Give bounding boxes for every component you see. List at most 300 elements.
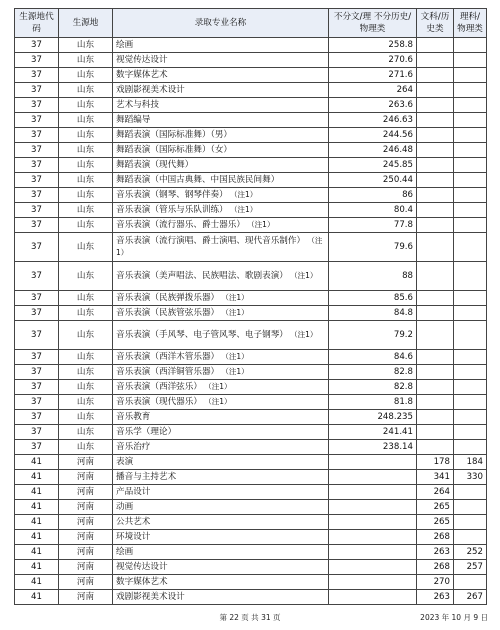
cell-wen	[417, 233, 454, 262]
cell-major	[113, 350, 329, 365]
cell-wen	[417, 38, 454, 53]
major-name: 音乐学（理论）	[116, 427, 177, 437]
major-name: 戏剧影视美术设计	[116, 592, 185, 602]
cell-major	[113, 113, 329, 128]
cell-code: 37	[15, 218, 59, 233]
cell-score: 241.41	[329, 425, 417, 440]
cell-code: 41	[15, 560, 59, 575]
cell-major	[113, 575, 329, 590]
cell-wen	[417, 262, 454, 291]
cell-major	[113, 470, 329, 485]
cell-province: 山东	[59, 68, 113, 83]
cell-code: 37	[15, 365, 59, 380]
cell-province: 山东	[59, 38, 113, 53]
cell-wen	[417, 53, 454, 68]
cell-wen: 263	[417, 590, 454, 605]
table-row	[15, 485, 487, 500]
cell-wen: 268	[417, 530, 454, 545]
cell-wen	[417, 218, 454, 233]
cell-province: 河南	[59, 545, 113, 560]
cell-code: 37	[15, 68, 59, 83]
cell-major	[113, 380, 329, 395]
cell-score	[329, 545, 417, 560]
cell-code: 37	[15, 410, 59, 425]
major-name: 视觉传达设计	[116, 55, 168, 65]
cell-province: 山东	[59, 291, 113, 306]
cell-code: 41	[15, 515, 59, 530]
table-row	[15, 365, 487, 380]
major-name: 播音与主持艺术	[116, 472, 177, 482]
cell-major	[113, 530, 329, 545]
cell-wen	[417, 188, 454, 203]
major-note: （注1）	[116, 236, 323, 257]
header-score: 不分文/理 不分历史/物理类	[329, 9, 417, 38]
table-row	[15, 158, 487, 173]
cell-major	[113, 143, 329, 158]
cell-wen	[417, 143, 454, 158]
table-body	[15, 38, 487, 605]
cell-major	[113, 410, 329, 425]
cell-province: 山东	[59, 306, 113, 321]
document-date: 2023 年 10 月 9 日	[420, 613, 488, 622]
cell-li	[454, 262, 487, 291]
cell-wen	[417, 291, 454, 306]
header-code: 生源地代码	[15, 9, 59, 38]
cell-score: 238.14	[329, 440, 417, 455]
major-note: （注1）	[225, 352, 249, 361]
cell-province: 山东	[59, 128, 113, 143]
cell-wen	[417, 380, 454, 395]
cell-score	[329, 530, 417, 545]
table-row	[15, 321, 487, 350]
cell-province: 河南	[59, 470, 113, 485]
cell-province: 河南	[59, 485, 113, 500]
cell-province: 河南	[59, 590, 113, 605]
cell-score: 79.6	[329, 233, 417, 262]
cell-score	[329, 455, 417, 470]
cell-major	[113, 128, 329, 143]
cell-wen: 265	[417, 500, 454, 515]
cell-li	[454, 395, 487, 410]
cell-wen: 265	[417, 515, 454, 530]
cell-code: 37	[15, 53, 59, 68]
cell-major	[113, 515, 329, 530]
cell-li	[454, 98, 487, 113]
major-name: 产品设计	[116, 487, 151, 497]
table-row	[15, 306, 487, 321]
cell-major	[113, 425, 329, 440]
cell-major	[113, 203, 329, 218]
cell-code: 41	[15, 470, 59, 485]
major-name: 数字媒体艺术	[116, 577, 168, 587]
major-note: （注1）	[250, 220, 275, 229]
table-row	[15, 500, 487, 515]
cell-wen	[417, 425, 454, 440]
cell-major	[113, 485, 329, 500]
major-note: （注1）	[233, 205, 258, 214]
cell-score: 82.8	[329, 365, 417, 380]
major-note: （注1）	[293, 330, 318, 339]
cell-li	[454, 306, 487, 321]
cell-wen: 264	[417, 485, 454, 500]
table-row	[15, 233, 487, 262]
cell-score: 246.48	[329, 143, 417, 158]
cell-li	[454, 188, 487, 203]
cell-code: 37	[15, 113, 59, 128]
cell-code: 37	[15, 321, 59, 350]
table-row	[15, 455, 487, 470]
cell-code: 41	[15, 455, 59, 470]
table-row	[15, 218, 487, 233]
cell-major	[113, 500, 329, 515]
cell-wen: 268	[417, 560, 454, 575]
cell-li	[454, 380, 487, 395]
major-name: 戏剧影视美术设计	[116, 85, 185, 95]
cell-score: 246.63	[329, 113, 417, 128]
table-row	[15, 291, 487, 306]
cell-wen	[417, 98, 454, 113]
cell-major	[113, 188, 329, 203]
table-row	[15, 113, 487, 128]
major-note: （注1）	[225, 293, 249, 302]
cell-code: 41	[15, 590, 59, 605]
cell-score: 250.44	[329, 173, 417, 188]
cell-score: 85.6	[329, 291, 417, 306]
cell-code: 41	[15, 485, 59, 500]
cell-code: 37	[15, 306, 59, 321]
cell-wen	[417, 395, 454, 410]
table-row	[15, 350, 487, 365]
cell-li	[454, 321, 487, 350]
cell-wen	[417, 203, 454, 218]
cell-code: 37	[15, 380, 59, 395]
cell-li: 184	[454, 455, 487, 470]
major-note: （注1）	[207, 382, 232, 391]
cell-score	[329, 590, 417, 605]
cell-li	[454, 83, 487, 98]
table-row	[15, 203, 487, 218]
header-li: 理科/物理类	[454, 9, 487, 38]
cell-li	[454, 530, 487, 545]
table-row	[15, 545, 487, 560]
cell-wen: 263	[417, 545, 454, 560]
cell-major	[113, 218, 329, 233]
cell-code: 37	[15, 173, 59, 188]
cell-li	[454, 203, 487, 218]
cell-code: 37	[15, 395, 59, 410]
table-row	[15, 38, 487, 53]
cell-score: 258.8	[329, 38, 417, 53]
cell-major	[113, 38, 329, 53]
cell-li	[454, 113, 487, 128]
cell-province: 山东	[59, 203, 113, 218]
cell-li	[454, 291, 487, 306]
table-row	[15, 188, 487, 203]
table-row	[15, 262, 487, 291]
major-name: 音乐表演（西洋木管乐器）	[116, 352, 220, 362]
cell-code: 41	[15, 500, 59, 515]
table-row	[15, 560, 487, 575]
cell-major	[113, 262, 329, 291]
cell-major	[113, 560, 329, 575]
cell-score	[329, 485, 417, 500]
header-province: 生源地	[59, 9, 113, 38]
cell-li	[454, 440, 487, 455]
header-major: 录取专业名称	[113, 9, 329, 38]
table-row	[15, 98, 487, 113]
cell-code: 37	[15, 233, 59, 262]
cell-li	[454, 233, 487, 262]
cell-code: 37	[15, 203, 59, 218]
cell-major	[113, 590, 329, 605]
cell-code: 37	[15, 440, 59, 455]
major-note: （注1）	[233, 190, 258, 199]
major-name: 音乐表演（西洋铜管乐器）	[116, 367, 220, 377]
cell-province: 山东	[59, 350, 113, 365]
table-row	[15, 590, 487, 605]
table-row	[15, 83, 487, 98]
cell-score: 77.8	[329, 218, 417, 233]
cell-li: 252	[454, 545, 487, 560]
table-row	[15, 173, 487, 188]
cell-province: 河南	[59, 515, 113, 530]
cell-wen	[417, 410, 454, 425]
table-row	[15, 143, 487, 158]
cell-code: 37	[15, 143, 59, 158]
cell-code: 37	[15, 262, 59, 291]
cell-code: 41	[15, 545, 59, 560]
major-note: （注1）	[293, 271, 318, 280]
cell-li	[454, 410, 487, 425]
cell-li	[454, 158, 487, 173]
cell-score	[329, 560, 417, 575]
table-header-row	[15, 9, 487, 38]
cell-major	[113, 233, 329, 262]
cell-province: 山东	[59, 98, 113, 113]
major-name: 环境设计	[116, 532, 151, 542]
cell-province: 河南	[59, 500, 113, 515]
cell-wen	[417, 128, 454, 143]
cell-province: 河南	[59, 560, 113, 575]
page-number: 第 22 页 共 31 页	[219, 613, 281, 622]
cell-province: 山东	[59, 143, 113, 158]
cell-li	[454, 53, 487, 68]
cell-code: 37	[15, 128, 59, 143]
cell-wen	[417, 365, 454, 380]
major-name: 音乐表演（现代器乐）	[116, 397, 202, 407]
cell-score: 263.6	[329, 98, 417, 113]
cell-score: 82.8	[329, 380, 417, 395]
table-row	[15, 53, 487, 68]
cell-score: 84.8	[329, 306, 417, 321]
major-name: 音乐表演（流行演唱、爵士演唱、现代音乐制作）	[116, 236, 306, 246]
cell-code: 41	[15, 575, 59, 590]
cell-score: 248.235	[329, 410, 417, 425]
major-name: 表演	[116, 457, 134, 467]
cell-li	[454, 68, 487, 83]
table-row	[15, 425, 487, 440]
table-row	[15, 395, 487, 410]
cell-wen	[417, 83, 454, 98]
cell-major	[113, 395, 329, 410]
cell-major	[113, 83, 329, 98]
cell-li: 330	[454, 470, 487, 485]
cell-score	[329, 500, 417, 515]
cell-province: 山东	[59, 158, 113, 173]
table-row	[15, 410, 487, 425]
table-row	[15, 128, 487, 143]
cell-score	[329, 470, 417, 485]
cell-code: 37	[15, 425, 59, 440]
cell-wen	[417, 68, 454, 83]
cell-li	[454, 128, 487, 143]
major-name: 音乐表演（民族弹拨乐器）	[116, 293, 220, 303]
major-name: 舞蹈表演（国际标准舞）（女）	[116, 145, 233, 155]
cell-major	[113, 158, 329, 173]
cell-major	[113, 321, 329, 350]
major-name: 动画	[116, 502, 134, 512]
major-note: （注1）	[207, 397, 232, 406]
cell-wen: 341	[417, 470, 454, 485]
cell-wen	[417, 350, 454, 365]
cell-li	[454, 515, 487, 530]
cell-province: 山东	[59, 440, 113, 455]
major-name: 艺术与科技	[116, 100, 159, 110]
cell-score: 270.6	[329, 53, 417, 68]
cell-wen	[417, 173, 454, 188]
cell-province: 河南	[59, 530, 113, 545]
major-name: 舞蹈表演（中国古典舞、中国民族民间舞）	[116, 175, 280, 185]
major-name: 数字媒体艺术	[116, 70, 168, 80]
cell-score: 88	[329, 262, 417, 291]
cell-score: 84.6	[329, 350, 417, 365]
admission-score-table	[14, 8, 487, 605]
cell-score: 271.6	[329, 68, 417, 83]
major-name: 音乐表演（流行器乐、爵士器乐）	[116, 220, 245, 230]
major-name: 舞蹈编导	[116, 115, 151, 125]
cell-major	[113, 68, 329, 83]
major-name: 公共艺术	[116, 517, 151, 527]
cell-province: 山东	[59, 410, 113, 425]
cell-score: 245.85	[329, 158, 417, 173]
cell-wen	[417, 306, 454, 321]
major-name: 舞蹈表演（国际标准舞）（男）	[116, 130, 233, 140]
cell-li	[454, 38, 487, 53]
table-row	[15, 440, 487, 455]
table-row	[15, 380, 487, 395]
cell-li	[454, 500, 487, 515]
cell-province: 山东	[59, 113, 113, 128]
cell-li	[454, 425, 487, 440]
cell-li	[454, 218, 487, 233]
table-row	[15, 515, 487, 530]
major-name: 音乐表演（管乐与乐队训练）	[116, 205, 228, 215]
cell-province: 山东	[59, 83, 113, 98]
cell-code: 37	[15, 291, 59, 306]
cell-score: 264	[329, 83, 417, 98]
cell-wen: 178	[417, 455, 454, 470]
cell-code: 37	[15, 158, 59, 173]
cell-major	[113, 365, 329, 380]
cell-code: 37	[15, 188, 59, 203]
cell-major	[113, 173, 329, 188]
cell-wen	[417, 321, 454, 350]
cell-major	[113, 306, 329, 321]
table-row	[15, 575, 487, 590]
cell-li: 257	[454, 560, 487, 575]
cell-li	[454, 350, 487, 365]
major-name: 音乐表演（西洋弦乐）	[116, 382, 202, 392]
cell-province: 河南	[59, 575, 113, 590]
cell-score: 86	[329, 188, 417, 203]
major-note: （注1）	[225, 367, 249, 376]
major-name: 绘画	[116, 40, 134, 50]
major-note: （注1）	[225, 308, 249, 317]
major-name: 音乐治疗	[116, 442, 151, 452]
cell-wen	[417, 440, 454, 455]
cell-code: 37	[15, 98, 59, 113]
cell-li	[454, 143, 487, 158]
cell-major	[113, 440, 329, 455]
major-name: 音乐表演（手风琴、电子管风琴、电子钢琴）	[116, 330, 288, 340]
cell-province: 山东	[59, 321, 113, 350]
major-name: 视觉传达设计	[116, 562, 168, 572]
cell-code: 37	[15, 38, 59, 53]
cell-province: 山东	[59, 395, 113, 410]
cell-province: 山东	[59, 173, 113, 188]
header-wen: 文科/历史类	[417, 9, 454, 38]
cell-wen	[417, 158, 454, 173]
cell-code: 41	[15, 530, 59, 545]
cell-major	[113, 291, 329, 306]
cell-major	[113, 98, 329, 113]
major-name: 绘画	[116, 547, 134, 557]
cell-major	[113, 53, 329, 68]
table-row	[15, 68, 487, 83]
cell-score: 244.56	[329, 128, 417, 143]
cell-province: 山东	[59, 365, 113, 380]
cell-code: 37	[15, 83, 59, 98]
major-name: 音乐表演（美声唱法、民族唱法、歌剧表演）	[116, 271, 288, 281]
major-name: 舞蹈表演（现代舞）	[116, 160, 194, 170]
table-row	[15, 530, 487, 545]
cell-score: 81.8	[329, 395, 417, 410]
cell-code: 37	[15, 350, 59, 365]
table-row	[15, 470, 487, 485]
cell-province: 山东	[59, 233, 113, 262]
cell-province: 山东	[59, 218, 113, 233]
cell-score	[329, 575, 417, 590]
cell-province: 山东	[59, 425, 113, 440]
cell-li: 267	[454, 590, 487, 605]
major-name: 音乐表演（民族管弦乐器）	[116, 308, 220, 318]
cell-score: 79.2	[329, 321, 417, 350]
cell-li	[454, 485, 487, 500]
cell-major	[113, 545, 329, 560]
major-name: 音乐教育	[116, 412, 151, 422]
cell-wen: 270	[417, 575, 454, 590]
cell-province: 河南	[59, 455, 113, 470]
cell-wen	[417, 113, 454, 128]
cell-province: 山东	[59, 188, 113, 203]
cell-major	[113, 455, 329, 470]
cell-province: 山东	[59, 380, 113, 395]
cell-li	[454, 173, 487, 188]
cell-province: 山东	[59, 53, 113, 68]
cell-li	[454, 365, 487, 380]
cell-province: 山东	[59, 262, 113, 291]
major-name: 音乐表演（钢琴、钢琴伴奏）	[116, 190, 228, 200]
